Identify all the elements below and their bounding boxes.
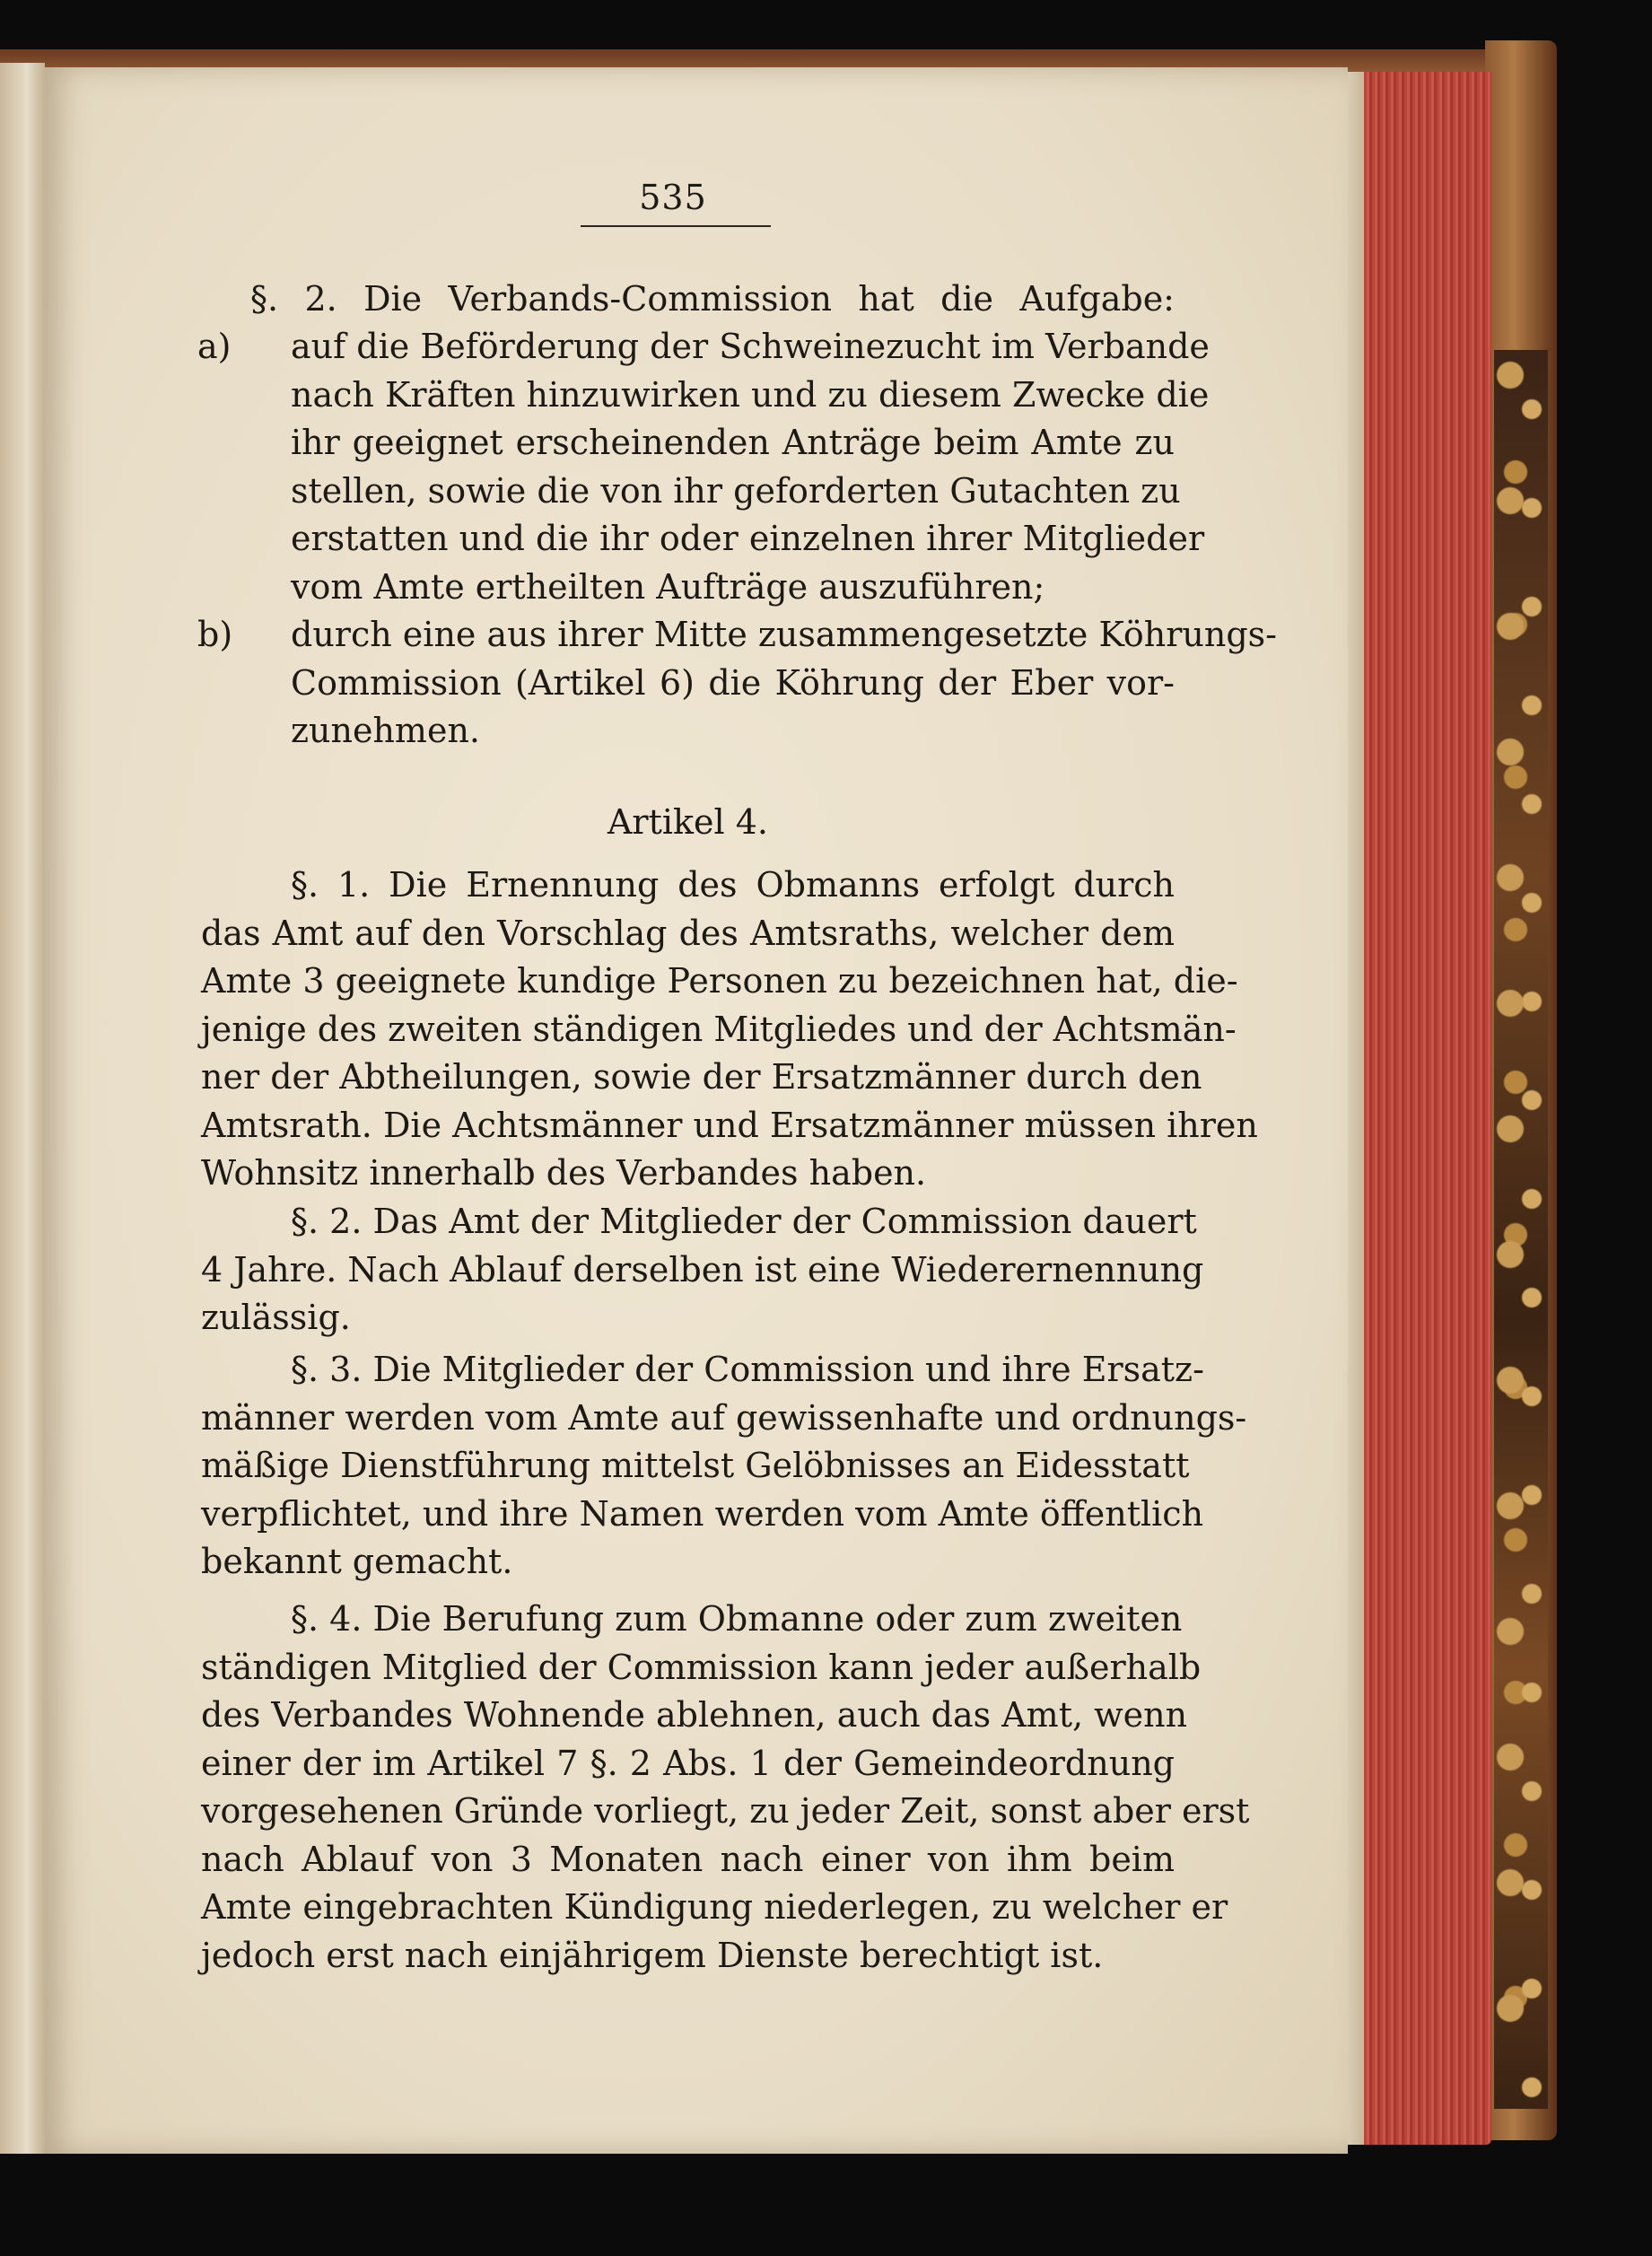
text-line: ständigen Mitglied der Commission kann jeder außerhalb — [201, 1647, 1202, 1687]
text-line: Amte 3 geeignete kundige Personen zu bezeichnen hat, die- — [201, 961, 1238, 1001]
header-rule — [581, 225, 771, 227]
text-line: jedoch erst nach einjährigem Dienste berechtigt ist. — [201, 1935, 1104, 1975]
text-line: auf die Beförderung der Schweinezucht im Verbande — [291, 327, 1210, 366]
text-line: vorgesehenen Gründe vorliegt, zu jeder Zeit, sonst aber erst — [201, 1791, 1250, 1831]
article-4-section-2 — [201, 1198, 1204, 1342]
article-4-section-4 — [201, 1596, 1250, 1980]
marbled-cover — [1494, 350, 1548, 2109]
text-line: erstatten und die ihr oder einzelnen ihrer Mitglieder — [291, 519, 1205, 558]
text-line: durch eine aus ihrer Mitte zusammengesetzte Köhrungs- — [291, 615, 1277, 654]
text-line: männer werden vom Amte auf gewissenhafte und ordnungs- — [201, 1397, 1247, 1438]
item-a-label: a) — [197, 327, 232, 366]
text-line: zunehmen. — [291, 711, 481, 750]
facing-page-edge — [0, 63, 45, 2154]
text-line: zulässig. — [201, 1298, 351, 1337]
text-line: einer der im Artikel 7 §. 2 Abs. 1 der Gemeindeordnung — [201, 1743, 1175, 1783]
text-line: jenige des zweiten ständigen Mitgliedes und der Achtsmän- — [201, 1009, 1237, 1049]
artikel-heading: Artikel 4. — [607, 802, 769, 842]
article-4-section-1 — [201, 861, 1258, 1198]
article-4-section-3 — [201, 1346, 1247, 1587]
item-a — [197, 323, 1210, 611]
text-line: vom Amte ertheilten Aufträge auszuführen; — [291, 566, 1045, 607]
text-line: stellen, sowie die von ihr geforderten Gutachten zu — [291, 470, 1181, 511]
text-line: §. 2. Die Verbands-Commission hat die Aufgabe: — [250, 279, 1175, 319]
text-line: mäßige Dienstführung mittelst Gelöbnisses an Eidesstatt — [201, 1446, 1190, 1485]
text-line: Commission (Artikel 6) die Köhrung der Eber vor- — [291, 662, 1175, 703]
text-line: 4 Jahre. Nach Ablauf derselben ist eine Wiederernennung — [201, 1249, 1204, 1290]
text-line: §. 1. Die Ernennung des Obmanns erfolgt durch — [291, 865, 1175, 905]
text-line: nach Ablauf von 3 Monaten nach einer von ihm beim — [201, 1839, 1175, 1879]
text-line: verpflichtet, und ihre Namen werden vom Amte öffentlich — [201, 1493, 1204, 1534]
text-line: §. 2. Das Amt der Mitglieder der Commission dauert — [291, 1202, 1197, 1241]
text-line: des Verbandes Wohnende ablehnen, auch das Amt, wenn — [201, 1695, 1188, 1735]
section-2-heading — [250, 275, 1175, 324]
page-number: 535 — [639, 178, 707, 217]
text-line: Amtsrath. Die Achtsmänner und Ersatzmänner müssen ihren — [201, 1105, 1258, 1145]
text-line: §. 4. Die Berufung zum Obmanne oder zum zweiten — [291, 1599, 1183, 1639]
text-line: bekannt gemacht. — [201, 1542, 513, 1581]
text-line: nach Kräften hinzuwirken und zu diesem Zwecke die — [291, 374, 1210, 415]
text-line: §. 3. Die Mitglieder der Commission und ihre Ersatz- — [291, 1350, 1204, 1389]
text-line: ihr geeignet erscheinenden Anträge beim Amte zu — [291, 423, 1175, 462]
item-b — [197, 611, 1277, 756]
item-b-label: b) — [197, 615, 233, 654]
text-line: ner der Abtheilungen, sowie der Ersatzmänner durch den — [201, 1057, 1202, 1097]
page-block-red-edge — [1348, 72, 1491, 2145]
text-line: Amte eingebrachten Kündigung niederlegen, zu welcher er — [201, 1887, 1228, 1927]
page-edge-shadow — [1348, 72, 1364, 2145]
text-line: Wohnsitz innerhalb des Verbandes haben. — [201, 1153, 927, 1193]
text-line: das Amt auf den Vorschlag des Amtsraths, welcher dem — [201, 913, 1175, 953]
